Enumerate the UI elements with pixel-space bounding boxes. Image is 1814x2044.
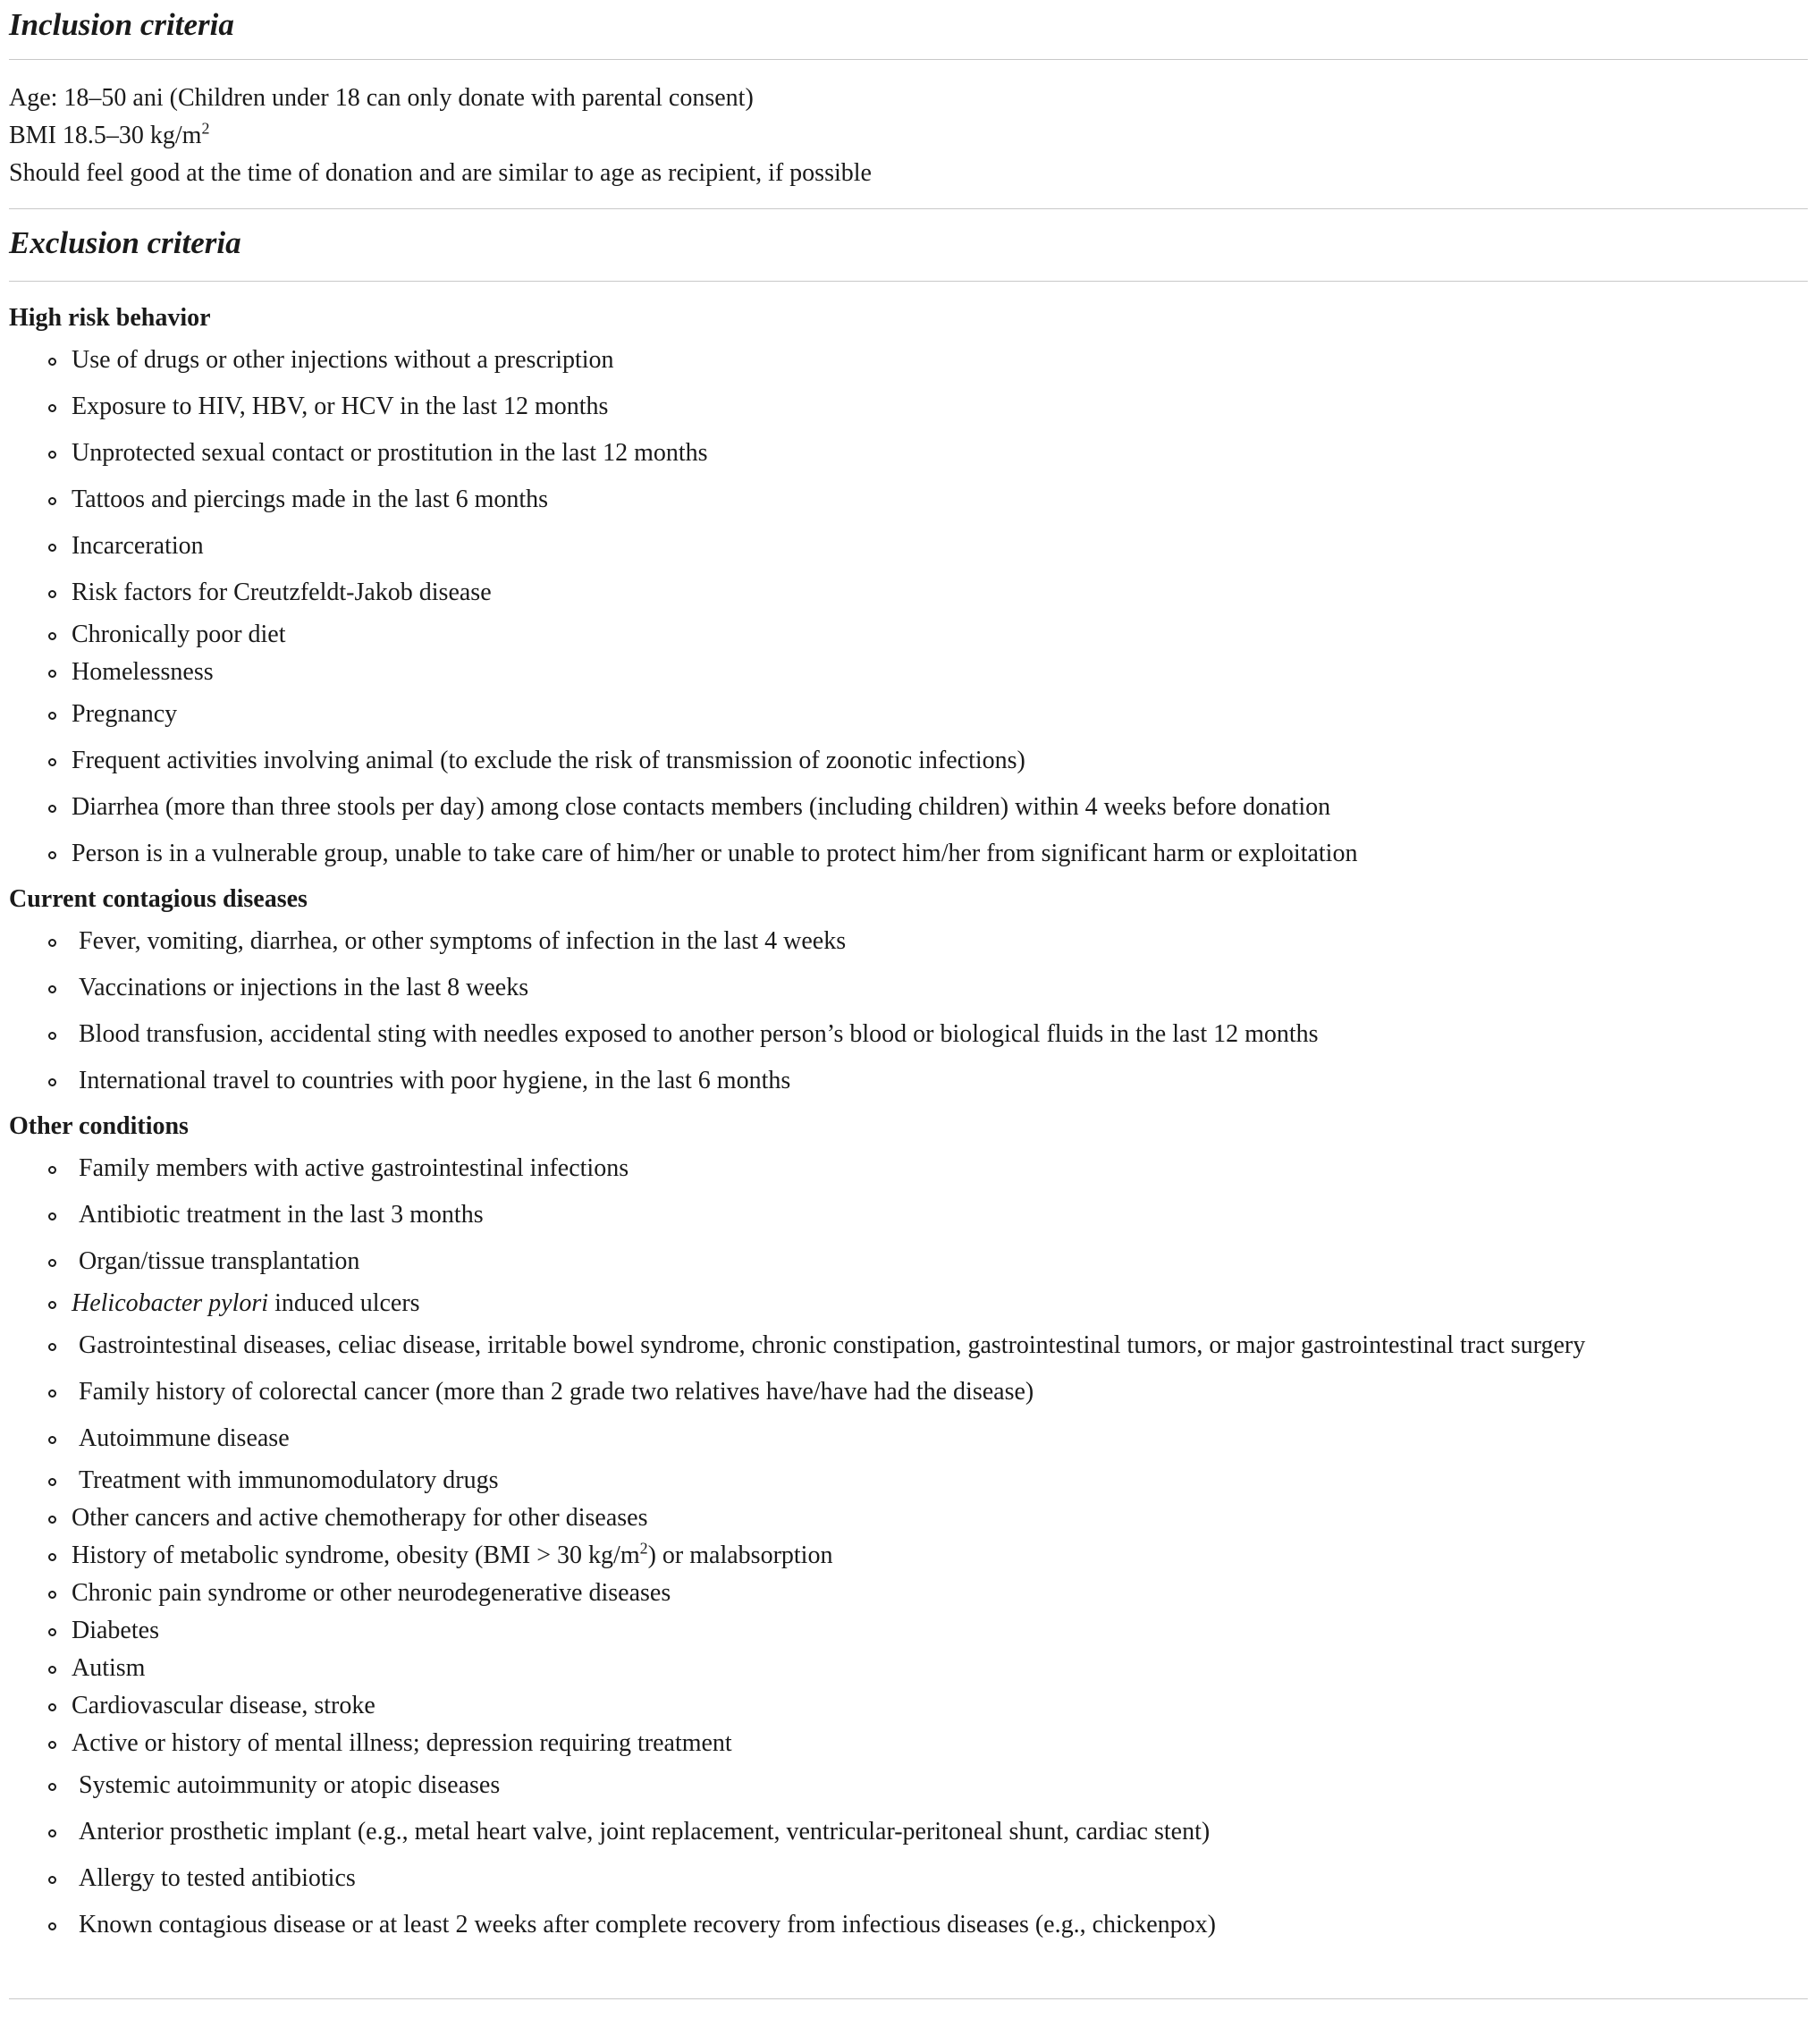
circle-bullet-icon [48,758,56,766]
circle-bullet-icon [48,404,56,412]
circle-bullet-icon [48,590,56,598]
circle-bullet-icon [48,1166,56,1174]
inclusion-bmi: BMI 18.5–30 $kg/m^2$ [9,119,210,149]
inclusion-title: Inclusion criteria [9,7,234,42]
exclusion-title: Exclusion criteria [9,225,241,260]
circle-bullet-icon [48,1703,56,1711]
list-item: Anterior prosthetic implant (e.g., metal heart valve, joint replacement, ventricular-peritoneal shunt, cardiac stent) [9,1809,1808,1855]
list-item: Person is in a vulnerable group, unable to take care of him/her or unable to protect him/her from significant harm or exploitation [9,831,1808,877]
circle-bullet-icon [48,1343,56,1351]
list-item: Autoimmune disease [9,1415,1808,1462]
list-item: Risk factors for Creutzfeldt-Jakob disease [9,570,1808,616]
list-item: Chronic pain syndrome or other neurodegenerative diseases [9,1575,1808,1612]
inclusion-age: Age: 18–50 ani (Children under 18 can only donate with parental consent) [9,84,754,112]
table-bottom-rule [9,1998,1808,1999]
list-item: Use of drugs or other injections without a prescription [9,337,1808,384]
list-item: Homelessness [9,654,1808,691]
circle-bullet-icon [48,985,56,993]
circle-bullet-icon [48,1516,56,1524]
list-item: International travel to countries with poor hygiene, in the last 6 months [9,1058,1808,1104]
high-risk-list [9,337,1808,877]
circle-bullet-icon [48,544,56,552]
list-item: Cardiovascular disease, stroke [9,1687,1808,1725]
list-item: Frequent activities involving animal (to exclude the risk of transmission of zoonotic infections) [9,738,1808,784]
exclusion-groups [9,300,1808,1948]
list-item: Antibiotic treatment in the last 3 months [9,1192,1808,1238]
circle-bullet-icon [48,1922,56,1930]
circle-bullet-icon [48,1478,56,1486]
circle-bullet-icon [48,1591,56,1599]
list-item: Systemic autoimmunity or atopic diseases [9,1762,1808,1809]
circle-bullet-icon [48,632,56,640]
circle-bullet-icon [48,1829,56,1837]
list-item: Unprotected sexual contact or prostitution in the last 12 months [9,430,1808,477]
list-item: Incarceration [9,523,1808,570]
list-item: Exposure to HIV, HBV, or HCV in the last 12 months [9,384,1808,430]
divider [9,59,1808,60]
circle-bullet-icon [48,1078,56,1086]
list-item: Other cancers and active chemotherapy for other diseases [9,1499,1808,1537]
list-item: Family history of colorectal cancer (more than 2 grade two relatives have/have had the disease) [9,1369,1808,1415]
list-item: Autism [9,1650,1808,1687]
list-item: Gastrointestinal diseases, celiac disease, irritable bowel syndrome, chronic constipation, gastrointestinal tumors, or major gastrointestinal tract surgery [9,1322,1808,1369]
group-heading-contagious: Current contagious diseases [9,885,308,913]
criteria-table [9,0,1808,1999]
list-item: Blood transfusion, accidental sting with needles exposed to another person’s blood or biological fluids in the last 12 months [9,1011,1808,1058]
circle-bullet-icon [48,712,56,720]
list-item: Diarrhea (more than three stools per day) among close contacts members (including children) within 4 weeks before donation [9,784,1808,831]
circle-bullet-icon [48,1741,56,1749]
contagious-list [9,918,1808,1104]
list-item: Tattoos and piercings made in the last 6 months [9,477,1808,523]
circle-bullet-icon [48,1783,56,1791]
circle-bullet-icon [48,939,56,947]
list-item: Active or history of mental illness; depression requiring treatment [9,1725,1808,1762]
circle-bullet-icon [48,1666,56,1674]
circle-bullet-icon [48,497,56,505]
list-item: Family members with active gastrointestinal infections [9,1145,1808,1192]
circle-bullet-icon [48,851,56,859]
list-item: Diabetes [9,1612,1808,1650]
circle-bullet-icon [48,1628,56,1636]
list-item: Fever, vomiting, diarrhea, or other symptoms of infection in the last 4 weeks [9,918,1808,965]
circle-bullet-icon [48,670,56,678]
group-heading-high-risk: High risk behavior [9,304,211,332]
list-item: Chronically poor diet [9,616,1808,654]
list-item: History of metabolic syndrome, obesity (BMI > 30 $kg/m^2$) or malabsorption [9,1537,1808,1575]
list-item: Known contagious disease or at least 2 weeks after complete recovery from infectious diseases (e.g., chickenpox) [9,1902,1808,1948]
circle-bullet-icon [48,1876,56,1884]
circle-bullet-icon [48,451,56,459]
circle-bullet-icon [48,1032,56,1040]
circle-bullet-icon [48,1259,56,1267]
circle-bullet-icon [48,358,56,366]
list-item: Treatment with immunomodulatory drugs [9,1462,1808,1499]
divider [9,281,1808,282]
circle-bullet-icon [48,1301,56,1309]
circle-bullet-icon [48,1436,56,1444]
inclusion-wellbeing: Should feel good at the time of donation and are similar to age as recipient, if possible [9,159,872,187]
circle-bullet-icon [48,1389,56,1398]
group-heading-other: Other conditions [9,1112,189,1140]
list-item: Allergy to tested antibiotics [9,1855,1808,1902]
circle-bullet-icon [48,805,56,813]
list-item: Vaccinations or injections in the last 8 weeks [9,965,1808,1011]
other-conditions-list [9,1145,1808,1948]
list-item: Pregnancy [9,691,1808,738]
circle-bullet-icon [48,1553,56,1561]
inclusion-list [9,80,1808,192]
list-item: Helicobacter pylori induced ulcers [9,1285,1808,1322]
circle-bullet-icon [48,1212,56,1220]
list-item: Organ/tissue transplantation [9,1238,1808,1285]
